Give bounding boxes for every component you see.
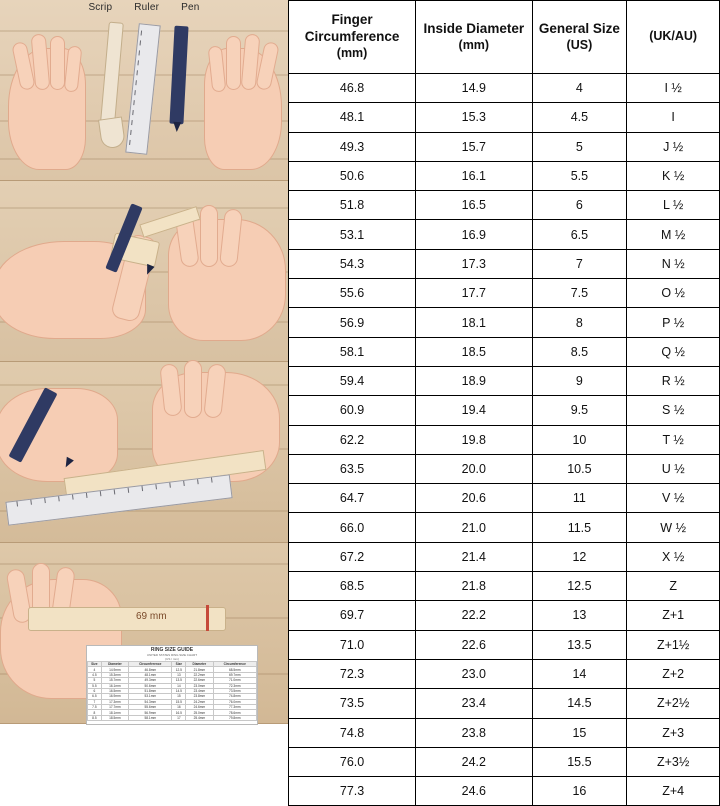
table-cell-circumference: 46.8 <box>289 74 416 103</box>
mini-chart-cell: 8 <box>88 710 102 715</box>
mini-chart-header: Size <box>172 662 186 667</box>
table-cell-uk-au-size: L ½ <box>627 191 720 220</box>
mini-chart-cell: 16.9mm <box>101 694 128 699</box>
table-cell-uk-au-size: O ½ <box>627 279 720 308</box>
table-row <box>289 161 720 190</box>
mini-chart-table <box>87 661 257 721</box>
mini-chart-cell: 68.5mm <box>213 667 257 672</box>
mini-chart-cell: 6 <box>88 688 102 693</box>
table-row <box>289 542 720 571</box>
mini-chart-cell: 7 <box>88 699 102 704</box>
table-cell-us-size: 5 <box>532 132 627 161</box>
mini-chart-cell: 25.0mm <box>186 710 213 715</box>
table-cell-diameter: 20.0 <box>416 454 532 483</box>
table-cell-uk-au-size: W ½ <box>627 513 720 542</box>
mini-chart-cell: 50.6mm <box>129 683 172 688</box>
table-cell-circumference: 67.2 <box>289 542 416 571</box>
mini-chart-cell: 17.3mm <box>101 699 128 704</box>
paper-strip-result <box>28 607 226 631</box>
mini-chart-cell: 4.5 <box>88 672 102 677</box>
table-row <box>289 630 720 659</box>
mini-chart-cell: 14.9mm <box>101 667 128 672</box>
mini-ring-size-chart <box>86 645 258 725</box>
table-cell-us-size: 12.5 <box>532 572 627 601</box>
table-cell-us-size: 15.5 <box>532 747 627 776</box>
table-cell-diameter: 15.7 <box>416 132 532 161</box>
illustration-panel-tools <box>0 0 288 181</box>
tool-label-pen: Pen <box>181 2 200 13</box>
mini-chart-cell: 12.5 <box>172 667 186 672</box>
table-cell-us-size: 8 <box>532 308 627 337</box>
mini-chart-cell: 5.5 <box>88 683 102 688</box>
mini-chart-cell: 14.5 <box>172 688 186 693</box>
pen-tool <box>169 26 188 125</box>
table-cell-circumference: 54.3 <box>289 249 416 278</box>
table-cell-uk-au-size: Z <box>627 572 720 601</box>
table-cell-us-size: 4 <box>532 74 627 103</box>
tool-label-scrip: Scrip <box>88 2 113 13</box>
tool-label-ruler: Ruler <box>134 2 160 13</box>
table-cell-diameter: 18.5 <box>416 337 532 366</box>
header-finger-circumference-title: Finger Circumference <box>304 12 400 45</box>
table-cell-us-size: 6.5 <box>532 220 627 249</box>
table-cell-circumference: 58.1 <box>289 337 416 366</box>
table-row <box>289 279 720 308</box>
illustration-panel-measure <box>0 362 288 543</box>
table-cell-diameter: 23.4 <box>416 689 532 718</box>
header-inside-diameter <box>416 1 532 74</box>
table-cell-us-size: 16 <box>532 777 627 806</box>
header-general-size-ukau-unit: (UK/AU) <box>649 29 698 44</box>
table-cell-us-size: 15 <box>532 718 627 747</box>
table-cell-circumference: 53.1 <box>289 220 416 249</box>
table-row <box>289 220 720 249</box>
table-cell-uk-au-size: T ½ <box>627 425 720 454</box>
table-cell-uk-au-size: I <box>627 103 720 132</box>
mini-chart-title: RING SIZE GUIDE <box>150 647 194 653</box>
table-cell-uk-au-size: U ½ <box>627 454 720 483</box>
header-general-size-ukau <box>627 1 720 74</box>
ring-size-table <box>288 0 720 806</box>
table-cell-circumference: 48.1 <box>289 103 416 132</box>
table-row <box>289 513 720 542</box>
table-cell-diameter: 19.8 <box>416 425 532 454</box>
table-cell-diameter: 16.9 <box>416 220 532 249</box>
mini-chart-cell: 78.6mm <box>213 710 257 715</box>
table-body <box>289 74 720 806</box>
mini-chart-cell: 46.8mm <box>129 667 172 672</box>
table-cell-uk-au-size: M ½ <box>627 220 720 249</box>
table-cell-us-size: 9.5 <box>532 396 627 425</box>
header-general-size-us <box>532 1 627 74</box>
mini-chart-cell: 18.5mm <box>101 715 128 720</box>
header-finger-circumference-unit: (mm) <box>336 46 368 61</box>
table-cell-uk-au-size: Z+1 <box>627 601 720 630</box>
table-cell-uk-au-size: P ½ <box>627 308 720 337</box>
header-general-size-title: General Size <box>538 20 620 36</box>
table-cell-uk-au-size: K ½ <box>627 161 720 190</box>
table-cell-us-size: 11.5 <box>532 513 627 542</box>
mini-chart-cell: 73.5mm <box>213 688 257 693</box>
table-cell-circumference: 73.5 <box>289 689 416 718</box>
table-cell-us-size: 12 <box>532 542 627 571</box>
table-cell-circumference: 56.9 <box>289 308 416 337</box>
mini-chart-cell: 23.4mm <box>186 688 213 693</box>
table-row <box>289 572 720 601</box>
mini-chart-header: Diameter <box>101 662 128 667</box>
table-cell-circumference: 71.0 <box>289 630 416 659</box>
mini-chart-cell: 51.8mm <box>129 688 172 693</box>
table-cell-circumference: 62.2 <box>289 425 416 454</box>
pen-tip <box>173 122 182 132</box>
mini-chart-cell: 16.1mm <box>101 683 128 688</box>
table-header-row <box>289 1 720 74</box>
mini-chart-cell: 72.3mm <box>213 683 257 688</box>
table-cell-us-size: 10 <box>532 425 627 454</box>
mini-chart-cell: 22.6mm <box>186 678 213 683</box>
mini-chart-cell: 8.5 <box>88 715 102 720</box>
mini-chart-cell: 13 <box>172 672 186 677</box>
table-cell-uk-au-size: X ½ <box>627 542 720 571</box>
mini-chart-cell: 16 <box>172 705 186 710</box>
table-cell-diameter: 20.6 <box>416 484 532 513</box>
table-cell-uk-au-size: Z+1½ <box>627 630 720 659</box>
mini-chart-cell: 15.5 <box>172 699 186 704</box>
mini-chart-cell: 15 <box>172 694 186 699</box>
table-cell-circumference: 66.0 <box>289 513 416 542</box>
mini-chart-cell: 69.7mm <box>213 672 257 677</box>
table-cell-uk-au-size: Z+3 <box>627 718 720 747</box>
mini-chart-cell: 23.8mm <box>186 694 213 699</box>
mini-chart-cell: 53.1mm <box>129 694 172 699</box>
table-cell-circumference: 74.8 <box>289 718 416 747</box>
table-row <box>289 454 720 483</box>
header-inside-diameter-title: Inside Diameter <box>423 20 525 36</box>
left-hand-finger <box>50 36 65 90</box>
table-cell-us-size: 13 <box>532 601 627 630</box>
table-row <box>289 777 720 806</box>
table-cell-uk-au-size: I ½ <box>627 74 720 103</box>
table-cell-diameter: 18.1 <box>416 308 532 337</box>
mini-chart-cell: 77.3mm <box>213 705 257 710</box>
header-general-size-us-unit: (US) <box>566 37 593 52</box>
mark-line <box>206 605 209 631</box>
mini-chart-cell: 21.8mm <box>186 667 213 672</box>
table-cell-us-size: 8.5 <box>532 337 627 366</box>
table-cell-us-size: 14 <box>532 659 627 688</box>
table-cell-diameter: 14.9 <box>416 74 532 103</box>
table-row <box>289 659 720 688</box>
table-row <box>289 689 720 718</box>
mini-chart-cell: 6.5 <box>88 694 102 699</box>
table-row <box>289 425 720 454</box>
table-cell-diameter: 23.8 <box>416 718 532 747</box>
mini-chart-cell: 7.5 <box>88 705 102 710</box>
mini-chart-cell: 5 <box>88 678 102 683</box>
illustration-column <box>0 0 288 724</box>
table-cell-uk-au-size: R ½ <box>627 366 720 395</box>
mini-chart-cell: 22.2mm <box>186 672 213 677</box>
table-row <box>289 191 720 220</box>
table-cell-diameter: 19.4 <box>416 396 532 425</box>
table-row <box>289 308 720 337</box>
mini-chart-cell: 15.3mm <box>101 672 128 677</box>
table-cell-us-size: 11 <box>532 484 627 513</box>
mini-chart-cell: 48.1mm <box>129 672 172 677</box>
mini-chart-header: Diameter <box>186 662 213 667</box>
table-cell-diameter: 21.4 <box>416 542 532 571</box>
mini-chart-note: (US / mm) <box>165 657 179 661</box>
mini-chart-header: Circumference <box>129 662 172 667</box>
table-cell-diameter: 17.3 <box>416 249 532 278</box>
table-cell-circumference: 59.4 <box>289 366 416 395</box>
mini-chart-header: Circumference <box>213 662 257 667</box>
mini-chart-cell: 24.6mm <box>186 705 213 710</box>
table-cell-uk-au-size: V ½ <box>627 484 720 513</box>
table-cell-circumference: 69.7 <box>289 601 416 630</box>
table-cell-diameter: 16.1 <box>416 161 532 190</box>
table-cell-diameter: 15.3 <box>416 103 532 132</box>
table-cell-uk-au-size: S ½ <box>627 396 720 425</box>
right-hand-finger <box>226 36 241 90</box>
mini-chart-cell: 15.7mm <box>101 678 128 683</box>
table-row <box>289 337 720 366</box>
mini-chart-cell: 76.0mm <box>213 699 257 704</box>
tool-labels <box>0 2 288 13</box>
table-cell-us-size: 4.5 <box>532 103 627 132</box>
scrip-strip-curl <box>98 116 126 149</box>
mini-chart-cell: 17 <box>172 715 186 720</box>
table-cell-us-size: 10.5 <box>532 454 627 483</box>
mini-chart-cell: 16.5mm <box>101 688 128 693</box>
table-cell-diameter: 21.8 <box>416 572 532 601</box>
mini-chart-cell: 74.8mm <box>213 694 257 699</box>
table-cell-diameter: 18.9 <box>416 366 532 395</box>
ruler-tool <box>125 23 160 155</box>
mini-chart-cell: 55.6mm <box>129 705 172 710</box>
table-cell-circumference: 72.3 <box>289 659 416 688</box>
table-cell-uk-au-size: J ½ <box>627 132 720 161</box>
mini-chart-cell: 71.0mm <box>213 678 257 683</box>
holding-hand-finger <box>200 205 218 267</box>
mini-chart-cell: 18.1mm <box>101 710 128 715</box>
measurement-label: 69 mm <box>136 611 167 622</box>
mini-chart-cell: 54.3mm <box>129 699 172 704</box>
table-row <box>289 249 720 278</box>
table-cell-uk-au-size: Z+3½ <box>627 747 720 776</box>
table-row <box>289 132 720 161</box>
table-cell-us-size: 6 <box>532 191 627 220</box>
table-cell-diameter: 23.0 <box>416 659 532 688</box>
table-cell-circumference: 63.5 <box>289 454 416 483</box>
table-cell-diameter: 21.0 <box>416 513 532 542</box>
hand-holding-pen <box>0 388 118 482</box>
table-cell-circumference: 49.3 <box>289 132 416 161</box>
hand-holding-ruler-finger <box>184 360 202 418</box>
table-cell-circumference: 77.3 <box>289 777 416 806</box>
table-cell-us-size: 9 <box>532 366 627 395</box>
table-cell-diameter: 22.6 <box>416 630 532 659</box>
table-cell-circumference: 68.5 <box>289 572 416 601</box>
table-cell-circumference: 60.9 <box>289 396 416 425</box>
table-cell-circumference: 76.0 <box>289 747 416 776</box>
mini-chart-cell: 14 <box>172 683 186 688</box>
table-row <box>289 366 720 395</box>
mini-chart-header: Size <box>88 662 102 667</box>
table-cell-us-size: 14.5 <box>532 689 627 718</box>
table-cell-circumference: 55.6 <box>289 279 416 308</box>
table-cell-diameter: 24.2 <box>416 747 532 776</box>
table-row <box>289 484 720 513</box>
mini-chart-row <box>88 715 257 720</box>
header-inside-diameter-unit: (mm) <box>458 37 490 52</box>
mini-chart-cell: 4 <box>88 667 102 672</box>
table-cell-circumference: 64.7 <box>289 484 416 513</box>
table-cell-circumference: 50.6 <box>289 161 416 190</box>
table-cell-uk-au-size: Z+2 <box>627 659 720 688</box>
table-cell-diameter: 16.5 <box>416 191 532 220</box>
mini-chart-cell: 56.9mm <box>129 710 172 715</box>
table-cell-diameter: 24.6 <box>416 777 532 806</box>
header-finger-circumference <box>289 1 416 74</box>
table-cell-uk-au-size: Q ½ <box>627 337 720 366</box>
mini-chart-cell: 13.5 <box>172 678 186 683</box>
table-row <box>289 601 720 630</box>
table-cell-uk-au-size: Z+2½ <box>627 689 720 718</box>
mini-chart-cell: 25.4mm <box>186 715 213 720</box>
table-cell-circumference: 51.8 <box>289 191 416 220</box>
table-cell-uk-au-size: N ½ <box>627 249 720 278</box>
ring-size-table-wrap <box>288 0 720 799</box>
table-cell-diameter: 22.2 <box>416 601 532 630</box>
mini-chart-cell: 24.2mm <box>186 699 213 704</box>
mini-chart-cell: 23.0mm <box>186 683 213 688</box>
mini-chart-cell: 49.3mm <box>129 678 172 683</box>
table-cell-us-size: 13.5 <box>532 630 627 659</box>
table-cell-us-size: 5.5 <box>532 161 627 190</box>
table-row <box>289 74 720 103</box>
illustration-panel-wrap <box>0 181 288 362</box>
mini-chart-cell: 16.5 <box>172 710 186 715</box>
mini-chart-cell: 79.8mm <box>213 715 257 720</box>
table-cell-uk-au-size: Z+4 <box>627 777 720 806</box>
table-row <box>289 103 720 132</box>
table-cell-us-size: 7.5 <box>532 279 627 308</box>
table-row <box>289 396 720 425</box>
mini-chart-cell: 17.7mm <box>101 705 128 710</box>
table-cell-us-size: 7 <box>532 249 627 278</box>
illustration-panel-result <box>0 543 288 724</box>
mini-chart-subtitle: UNITED STATES RING SIZE CHART <box>146 653 198 657</box>
mini-chart-cell: 58.1mm <box>129 715 172 720</box>
table-cell-diameter: 17.7 <box>416 279 532 308</box>
table-row <box>289 718 720 747</box>
table-row <box>289 747 720 776</box>
